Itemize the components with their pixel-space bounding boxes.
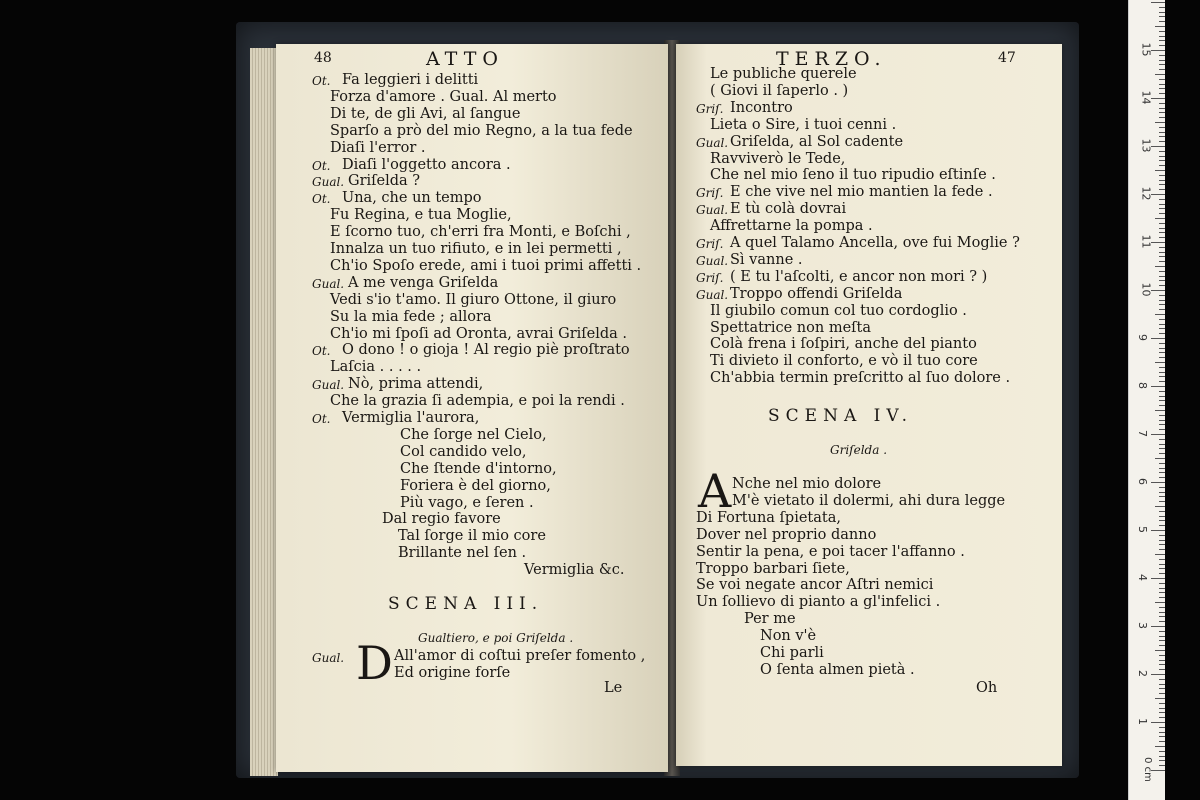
- scene-persons: Griſelda .: [830, 443, 888, 457]
- ruler-tick: [1159, 655, 1165, 656]
- speaker-label: Gual.: [312, 276, 345, 291]
- ruler-tick: [1151, 2, 1165, 3]
- ruler-tick: [1159, 136, 1165, 137]
- page-edges: [250, 48, 278, 776]
- verse-line: Troppo offendi Griſelda: [730, 285, 903, 302]
- right-page: [676, 44, 1062, 766]
- verse-line: Vedi s'io t'amo. Il giuro Ottone, il giuro: [330, 291, 617, 308]
- ruler-tick: [1159, 276, 1165, 277]
- ruler-tick: [1159, 304, 1165, 305]
- ruler-tick: [1155, 602, 1165, 603]
- ruler-tick: [1159, 669, 1165, 670]
- speaker-label: Gual.: [696, 253, 729, 268]
- ruler-number: 12: [1139, 186, 1153, 201]
- running-header: ATTO: [426, 48, 504, 70]
- verse-line: Griſelda, al Sol cadente: [730, 133, 904, 150]
- ruler-tick: [1151, 434, 1165, 435]
- ruler-tick: [1159, 703, 1165, 704]
- speaker-label: Gual.: [312, 378, 345, 393]
- ruler-tick: [1159, 352, 1165, 353]
- verse-line: Sì vanne .: [730, 251, 803, 268]
- ruler-tick: [1159, 156, 1165, 157]
- ruler-tick: [1159, 645, 1165, 646]
- ruler-number: 8: [1136, 382, 1149, 389]
- ruler-tick: [1155, 74, 1165, 75]
- ruler-tick: [1159, 16, 1165, 17]
- ruler-tick: [1159, 357, 1165, 358]
- ruler-tick: [1151, 770, 1165, 771]
- ruler-tick: [1159, 132, 1165, 133]
- ruler-tick: [1159, 271, 1165, 272]
- verse-line: M'è vietato il dolermi, ahi dura legge: [732, 492, 1006, 509]
- ruler-tick: [1159, 300, 1165, 301]
- verse-line: Col candido velo,: [400, 443, 527, 460]
- ruler-tick: [1159, 741, 1165, 742]
- ruler-tick: [1159, 45, 1165, 46]
- ruler-tick: [1159, 540, 1165, 541]
- ruler-number: 10: [1139, 282, 1153, 297]
- ruler-tick: [1159, 420, 1165, 421]
- drop-capital: A: [698, 464, 732, 518]
- speaker-label: Griſ.: [696, 237, 724, 251]
- catchword: Le: [604, 680, 623, 696]
- ruler-tick: [1159, 640, 1165, 641]
- verse-line: E tù colà dovrai: [730, 201, 847, 218]
- ruler-tick: [1159, 127, 1165, 128]
- ruler-tick: [1159, 439, 1165, 440]
- ruler-tick: [1159, 708, 1165, 709]
- ruler-tick: [1159, 664, 1165, 665]
- ruler-unit-label: 0 cm: [1141, 757, 1153, 782]
- ruler-tick: [1159, 429, 1165, 430]
- catchword: Oh: [976, 680, 998, 696]
- ruler-tick: [1159, 756, 1165, 757]
- ruler-number: 11: [1139, 234, 1153, 249]
- ruler-tick: [1159, 636, 1165, 637]
- scene-heading: SCENA IV.: [768, 406, 914, 426]
- verse-line: Su la mia fede ; allora: [330, 308, 492, 325]
- ruler-tick: [1159, 727, 1165, 728]
- verse-line: A me venga Griſelda: [348, 274, 499, 291]
- ruler-tick: [1159, 252, 1165, 253]
- ruler-tick: [1159, 117, 1165, 118]
- ruler-tick: [1159, 544, 1165, 545]
- verse-line: Per me: [744, 611, 796, 628]
- ruler-tick: [1159, 448, 1165, 449]
- ruler-tick: [1151, 722, 1165, 723]
- ruler-tick: [1159, 232, 1165, 233]
- speaker-label: Gual.: [312, 651, 345, 665]
- ruler-tick: [1159, 175, 1165, 176]
- ruler-tick: [1159, 736, 1165, 737]
- verse-line: Foriera è del giorno,: [400, 477, 551, 494]
- ruler-number: 7: [1136, 430, 1149, 437]
- ruler-tick: [1159, 280, 1165, 281]
- ruler-tick: [1155, 362, 1165, 363]
- verse-line: Nò, prima attendi,: [348, 376, 484, 393]
- ruler-tick: [1159, 607, 1165, 608]
- ruler-tick: [1151, 242, 1165, 243]
- ruler-tick: [1159, 69, 1165, 70]
- verse-line: Le publiche querele: [710, 66, 857, 82]
- ruler-tick: [1159, 372, 1165, 373]
- ruler-tick: [1155, 218, 1165, 219]
- ruler-number: 3: [1136, 622, 1149, 629]
- ruler-number: 13: [1139, 138, 1153, 153]
- verse-line: Vermiglia l'aurora,: [342, 410, 480, 426]
- verse-line: Spettatrice non meſta: [710, 319, 871, 336]
- ruler-tick: [1159, 679, 1165, 680]
- ruler-tick: [1159, 333, 1165, 334]
- ruler-tick: [1159, 204, 1165, 205]
- ruler-tick: [1159, 165, 1165, 166]
- ruler-tick: [1159, 732, 1165, 733]
- ruler-tick: [1159, 693, 1165, 694]
- verse-line: Chi parli: [760, 645, 824, 661]
- ruler-tick: [1155, 698, 1165, 699]
- ruler-tick: [1151, 626, 1165, 627]
- ruler-tick: [1159, 684, 1165, 685]
- ruler-tick: [1159, 88, 1165, 89]
- verse-line: Dal regio favore: [382, 511, 501, 528]
- page-number: 47: [998, 50, 1016, 66]
- verse-line: Diaſi l'error .: [330, 139, 426, 156]
- ruler-tick: [1159, 573, 1165, 574]
- ruler-tick: [1151, 194, 1165, 195]
- ruler-tick: [1159, 160, 1165, 161]
- ruler-tick: [1159, 564, 1165, 565]
- verse-line: Innalza un tuo rifiuto, e in lei permetti ,: [330, 241, 622, 257]
- verse-line: Più vago, e ſeren .: [400, 494, 534, 511]
- ruler-tick: [1159, 247, 1165, 248]
- ruler-tick: [1159, 660, 1165, 661]
- ruler-tick: [1159, 319, 1165, 320]
- ruler-tick: [1159, 559, 1165, 560]
- ruler-tick: [1151, 50, 1165, 51]
- verse-line: O ſenta almen pietà .: [760, 661, 915, 678]
- ruler-number: 14: [1139, 90, 1153, 105]
- ruler-tick: [1159, 760, 1165, 761]
- verse-line: Un ſollievo di pianto a gl'infelici .: [696, 594, 941, 611]
- ruler-tick: [1159, 588, 1165, 589]
- speaker-label: Gual.: [696, 287, 729, 302]
- verse-line: Che ſorge nel Cielo,: [400, 426, 547, 443]
- ruler-tick: [1159, 79, 1165, 80]
- ruler-tick: [1159, 261, 1165, 262]
- scene-persons: Gualtiero, e poi Griſelda .: [418, 631, 574, 645]
- ruler-number: 4: [1136, 574, 1149, 581]
- ruler-tick: [1155, 506, 1165, 507]
- speaker-label: Ot.: [312, 192, 331, 207]
- ruler-tick: [1159, 453, 1165, 454]
- verse-line: Forza d'amore . Gual. Al merto: [330, 88, 557, 105]
- ruler-tick: [1159, 151, 1165, 152]
- ruler-tick: [1155, 554, 1165, 555]
- ruler-tick: [1159, 108, 1165, 109]
- ruler-tick: [1151, 386, 1165, 387]
- ruler-tick: [1159, 712, 1165, 713]
- ruler-tick: [1159, 765, 1165, 766]
- ruler-tick: [1159, 84, 1165, 85]
- ruler-tick: [1159, 55, 1165, 56]
- ruler-tick: [1159, 256, 1165, 257]
- ruler-tick: [1159, 324, 1165, 325]
- verse-line: Una, che un tempo: [342, 190, 482, 207]
- ruler-tick: [1159, 501, 1165, 502]
- ruler-tick: [1159, 112, 1165, 113]
- ruler-tick: [1155, 266, 1165, 267]
- verse-line: Sentir la pena, e poi tacer l'affanno .: [696, 543, 965, 560]
- ruler-tick: [1155, 650, 1165, 651]
- verse-line: Fa leggieri i delitti: [342, 72, 479, 88]
- ruler-tick: [1159, 381, 1165, 382]
- ruler-tick: [1159, 520, 1165, 521]
- verse-line: Nche nel mio dolore: [732, 476, 882, 492]
- ruler-tick: [1159, 621, 1165, 622]
- verse-line: Tal ſorge il mio core: [398, 528, 546, 545]
- verse-line: Di te, de gli Avi, al ſangue: [330, 105, 521, 122]
- running-header: TERZO.: [776, 48, 887, 70]
- scene-heading: SCENA III.: [388, 594, 544, 614]
- ruler-tick: [1159, 463, 1165, 464]
- ruler-tick: [1159, 415, 1165, 416]
- ruler-tick: [1159, 7, 1165, 8]
- verse-line: Il giubilo comun col tuo cordoglio .: [710, 302, 967, 319]
- verse-line: Dover nel proprio danno: [696, 526, 877, 543]
- speaker-label: Ot.: [312, 74, 331, 88]
- ruler-number: 5: [1136, 526, 1149, 533]
- verse-line: O dono ! o gioja ! Al regio piè proſtrato: [342, 342, 630, 359]
- verse-line: Troppo barbari ſiete,: [696, 560, 850, 577]
- ruler-tick: [1159, 597, 1165, 598]
- speaker-label: Griſ.: [696, 101, 724, 116]
- ruler-tick: [1159, 568, 1165, 569]
- speaker-label: Gual.: [312, 175, 345, 190]
- verse-line: Diaſi l'oggetto ancora .: [342, 156, 511, 173]
- ruler-tick: [1159, 93, 1165, 94]
- verse-line: Laſcia . . . . .: [330, 359, 422, 376]
- verse-line: Ch'io Spoſo erede, ami i tuoi primi affetti .: [330, 257, 642, 274]
- verse-line: Ch'abbia termin preſcritto al ſuo dolore .: [710, 370, 1011, 387]
- ruler-tick: [1151, 578, 1165, 579]
- ruler-tick: [1159, 223, 1165, 224]
- ruler-tick: [1151, 482, 1165, 483]
- ruler-tick: [1159, 180, 1165, 181]
- verse-line: Griſelda ?: [348, 173, 421, 190]
- ruler-tick: [1155, 746, 1165, 747]
- ruler-tick: [1155, 26, 1165, 27]
- ruler-tick: [1159, 592, 1165, 593]
- verse-line: Sparſo a prò del mio Regno, a la tua fede: [330, 122, 633, 139]
- ruler-tick: [1159, 405, 1165, 406]
- ruler-tick: [1159, 525, 1165, 526]
- verse-line: Che ſtende d'intorno,: [400, 460, 557, 477]
- ruler-tick: [1159, 21, 1165, 22]
- ruler-tick: [1159, 228, 1165, 229]
- verse-line: ( E tu l'aſcolti, e ancor non mori ? ): [730, 268, 988, 285]
- ruler-number: 15: [1139, 42, 1153, 57]
- ruler-tick: [1151, 674, 1165, 675]
- ruler-tick: [1151, 338, 1165, 339]
- verse-line: ( Giovi il ſaperlo . ): [710, 82, 849, 99]
- verse-line: Che la grazia ſi adempia, e poi la rendi .: [330, 393, 625, 410]
- ruler-tick: [1155, 410, 1165, 411]
- ruler-tick: [1159, 424, 1165, 425]
- verse-line: E ſcorno tuo, ch'erri fra Monti, e Boſchi ,: [330, 224, 631, 241]
- verse-line: Se voi negate ancor Aſtri nemici: [696, 577, 934, 594]
- ruler-tick: [1159, 199, 1165, 200]
- ruler-tick: [1159, 612, 1165, 613]
- ruler-tick: [1159, 535, 1165, 536]
- ruler-tick: [1159, 285, 1165, 286]
- ruler-tick: [1159, 400, 1165, 401]
- ruler-tick: [1151, 530, 1165, 531]
- ruler-tick: [1155, 170, 1165, 171]
- ruler-number: 6: [1136, 478, 1149, 485]
- ruler-tick: [1159, 189, 1165, 190]
- verse-line: Ti divieto il conforto, e vò il tuo core: [710, 353, 978, 370]
- verse-line: E che vive nel mio mantien la fede .: [730, 184, 993, 201]
- speaker-label: Ot.: [312, 158, 331, 173]
- verse-line: Non v'è: [760, 628, 817, 645]
- ruler-tick: [1159, 184, 1165, 185]
- verse-line: Lieta o Sire, i tuoi cenni .: [710, 116, 897, 133]
- ruler-tick: [1159, 237, 1165, 238]
- ruler-tick: [1151, 290, 1165, 291]
- ruler-tick: [1159, 343, 1165, 344]
- ruler-tick: [1159, 348, 1165, 349]
- ruler-tick: [1159, 511, 1165, 512]
- scene-line: All'amor di coſtui preſer fomento ,: [394, 648, 646, 664]
- verse-line: Ravviverò le Tede,: [710, 150, 846, 167]
- speaker-label: Ot.: [312, 344, 331, 359]
- speaker-label: Griſ.: [696, 270, 724, 285]
- ruler-tick: [1159, 208, 1165, 209]
- ruler-tick: [1159, 468, 1165, 469]
- ruler-tick: [1159, 583, 1165, 584]
- speaker-label: Ot.: [312, 412, 331, 426]
- ruler-tick: [1159, 751, 1165, 752]
- ruler-tick: [1159, 31, 1165, 32]
- left-page: [276, 44, 668, 772]
- ruler-tick: [1159, 492, 1165, 493]
- verse-line: Brillante nel ſen .: [398, 545, 527, 562]
- ruler-tick: [1159, 549, 1165, 550]
- ruler-tick: [1155, 122, 1165, 123]
- drop-capital: D: [356, 636, 393, 690]
- ruler-tick: [1159, 12, 1165, 13]
- ruler-tick: [1159, 64, 1165, 65]
- speaker-label: Griſ.: [696, 186, 724, 201]
- ruler-tick: [1155, 458, 1165, 459]
- ruler-tick: [1159, 396, 1165, 397]
- ruler-tick: [1159, 487, 1165, 488]
- ruler-tick: [1159, 367, 1165, 368]
- verse-line: Colà frena i ſoſpiri, anche del pianto: [710, 336, 977, 353]
- speaker-label: Gual.: [696, 203, 729, 218]
- ruler-tick: [1159, 391, 1165, 392]
- ruler-tick: [1159, 295, 1165, 296]
- ruler-tick: [1159, 717, 1165, 718]
- verse-line: Di Fortuna ſpietata,: [696, 509, 841, 526]
- ruler-tick: [1159, 631, 1165, 632]
- ruler-tick: [1159, 213, 1165, 214]
- ruler-tick: [1159, 472, 1165, 473]
- ruler-tick: [1159, 141, 1165, 142]
- page-number: 48: [314, 50, 332, 66]
- ruler-tick: [1151, 146, 1165, 147]
- ruler-tick: [1159, 328, 1165, 329]
- ruler-number: 2: [1136, 670, 1149, 677]
- measuring-ruler: [1128, 0, 1165, 800]
- verse-line: Ch'io mi ſpoſi ad Oronta, avrai Griſelda .: [330, 325, 628, 342]
- ruler-number: 1: [1136, 718, 1149, 725]
- ruler-tick: [1159, 36, 1165, 37]
- ruler-number: 9: [1136, 334, 1149, 341]
- ruler-tick: [1159, 688, 1165, 689]
- ruler-tick: [1159, 516, 1165, 517]
- ruler-tick: [1151, 98, 1165, 99]
- ruler-tick: [1159, 60, 1165, 61]
- ruler-tick: [1159, 309, 1165, 310]
- scene-line: Ed origine forſe: [394, 665, 511, 681]
- ruler-tick: [1159, 40, 1165, 41]
- verse-line: Incontro: [730, 99, 793, 116]
- verse-line: Fu Regina, e tua Moglie,: [330, 207, 512, 224]
- verse-line: A quel Talamo Ancella, ove fui Moglie ?: [730, 235, 1020, 251]
- verse-line: Che nel mio ſeno il tuo ripudio eſtinſe .: [710, 167, 996, 184]
- ruler-tick: [1159, 616, 1165, 617]
- verse-line: Vermiglia &c.: [524, 562, 625, 579]
- ruler-tick: [1159, 477, 1165, 478]
- verse-line: Affrettarne la pompa .: [710, 218, 873, 235]
- ruler-tick: [1159, 496, 1165, 497]
- ruler-tick: [1159, 103, 1165, 104]
- speaker-label: Gual.: [696, 135, 729, 150]
- ruler-tick: [1155, 314, 1165, 315]
- ruler-tick: [1159, 444, 1165, 445]
- ruler-tick: [1159, 376, 1165, 377]
